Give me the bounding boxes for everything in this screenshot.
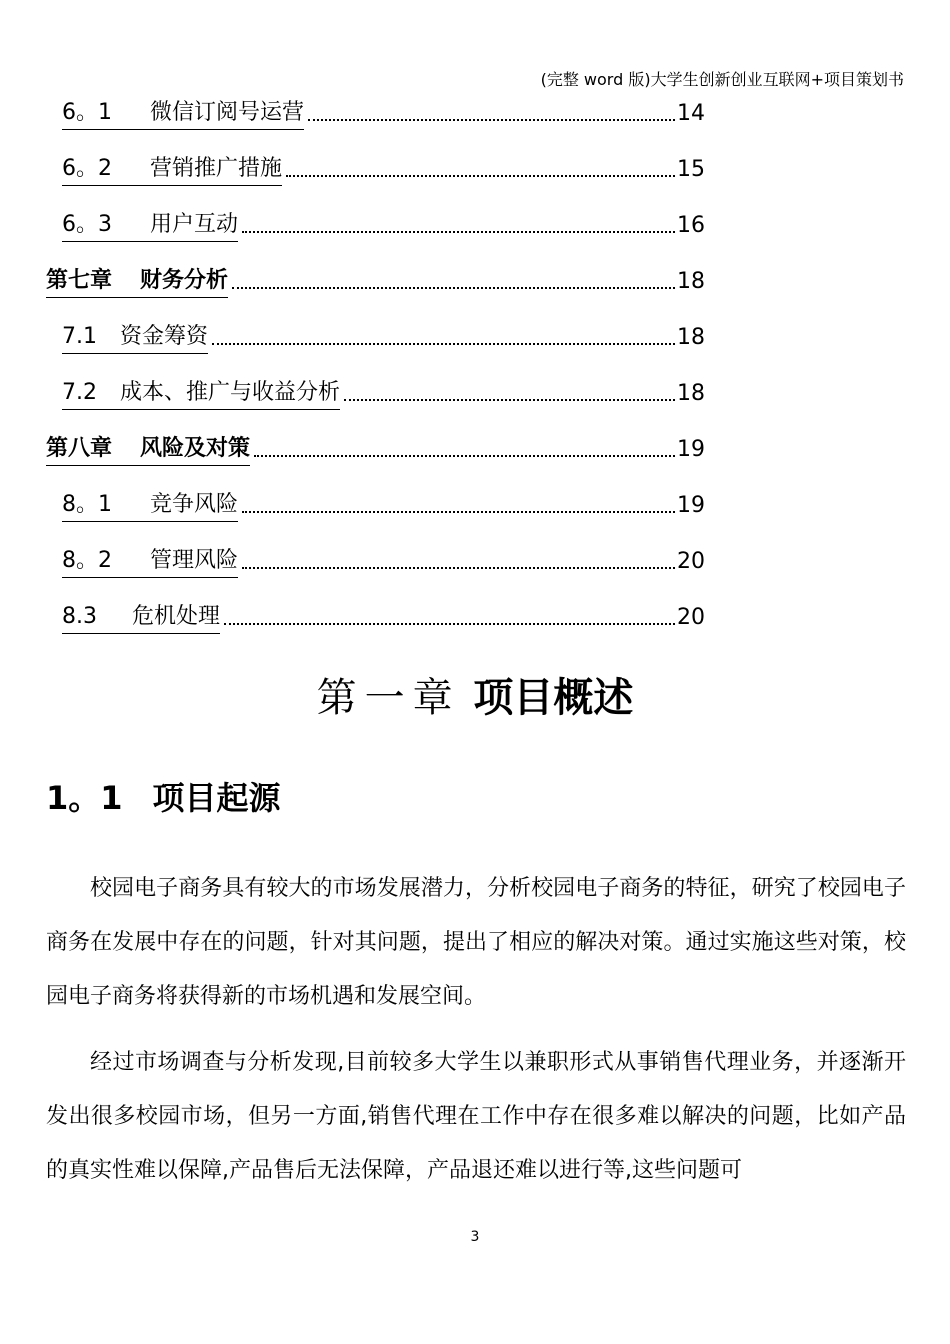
toc-leader-dots: [254, 455, 675, 457]
page-number: 3: [470, 1229, 480, 1245]
toc-entry-number: 7.2: [62, 380, 97, 405]
toc-entry-page: 18: [677, 381, 705, 406]
toc-leader-dots: [344, 399, 675, 401]
toc-entry-title: 成本、推广与收益分析: [120, 380, 341, 405]
toc-entry-page: 14: [677, 101, 705, 126]
toc-entry-title: 风险及对策: [140, 436, 251, 461]
toc-entry-number: 第七章: [46, 268, 113, 293]
toc-entry[interactable]: [0, 94, 950, 130]
toc-leader-dots: [286, 175, 675, 177]
toc-entry[interactable]: [0, 598, 950, 634]
toc-leader-dots: [212, 343, 675, 345]
toc-entry-page: 19: [677, 437, 705, 462]
toc-leader-dots: [308, 119, 675, 121]
toc-leader-dots: [242, 231, 675, 233]
toc-entry-page: 19: [677, 493, 705, 518]
toc-entry-number: 第八章: [46, 436, 113, 461]
toc-entry-title: 用户互动: [150, 212, 239, 237]
body-paragraph: 校园电子商务具有较大的市场发展潜力，分析校园电子商务的特征，研究了校园电子商务在发展中存在的问题，针对其问题，提出了相应的解决对策。通过实施这些对策，校园电子商务将获得新的市场机遇和发展空间。: [46, 876, 906, 1009]
toc-entry-label: [62, 155, 282, 186]
toc-entry-title: 营销推广措施: [150, 156, 283, 181]
toc-entry[interactable]: [0, 542, 950, 578]
toc-entry-label: [62, 547, 238, 578]
toc-entry-page: 20: [677, 605, 705, 630]
section-name: 项目起源: [152, 779, 281, 817]
toc-entry[interactable]: [0, 374, 950, 410]
toc-entry-label: [62, 603, 220, 634]
toc-entry-number: 8。2: [62, 548, 112, 573]
toc-entry-title: 资金筹资: [120, 324, 209, 349]
toc-entry-label: [46, 267, 228, 298]
toc-entry[interactable]: [0, 430, 950, 466]
toc-leader-dots: [242, 511, 675, 513]
toc-leader-dots: [242, 567, 675, 569]
toc-entry-page: 18: [677, 269, 705, 294]
toc-entry-title: 危机处理: [132, 604, 221, 629]
toc-entry-number: 8。1: [62, 492, 112, 517]
toc-entry-title: 微信订阅号运营: [150, 100, 305, 125]
toc-entry-page: 20: [677, 549, 705, 574]
toc-entry-number: 8.3: [62, 604, 97, 629]
toc-entry-label: [46, 435, 250, 466]
chapter-name: 项目概述: [473, 675, 634, 721]
toc-entry[interactable]: [0, 486, 950, 522]
toc-entry[interactable]: [0, 318, 950, 354]
toc-leader-dots: [224, 623, 675, 625]
toc-entry-label: [62, 323, 208, 354]
chapter-title: [0, 670, 950, 726]
toc-entry[interactable]: [0, 206, 950, 242]
section-heading: [46, 774, 281, 822]
toc-entry[interactable]: [0, 262, 950, 298]
toc-entry-page: 16: [677, 213, 705, 238]
toc-leader-dots: [232, 287, 675, 289]
toc-entry-page: 15: [677, 157, 705, 182]
chapter-prefix: 第一章: [316, 675, 461, 721]
toc-entry-title: 管理风险: [150, 548, 239, 573]
toc-entry-number: 6。2: [62, 156, 112, 181]
toc-entry-title: 财务分析: [140, 268, 229, 293]
toc-entry-number: 6。3: [62, 212, 112, 237]
toc-entry-label: [62, 379, 340, 410]
toc-entry-label: [62, 211, 238, 242]
toc-entry[interactable]: [0, 150, 950, 186]
toc-entry-page: 18: [677, 325, 705, 350]
document-header: (完整 word 版)大学生创新创业互联网+项目策划书: [540, 70, 904, 89]
toc-entry-number: 7.1: [62, 324, 97, 349]
toc-entry-number: 6。1: [62, 100, 112, 125]
toc-entry-label: [62, 491, 238, 522]
toc-entry-label: [62, 99, 304, 130]
section-number: 1。1: [46, 779, 123, 817]
body-paragraph: 经过市场调查与分析发现,目前较多大学生以兼职形式从事销售代理业务，并逐渐开发出很多校园市场，但另一方面,销售代理在工作中存在很多难以解决的问题，比如产品的真实性难以保障,产品售后无法保障，产品退还难以进行等,这些问题可: [46, 1050, 906, 1183]
toc-entry-title: 竞争风险: [150, 492, 239, 517]
